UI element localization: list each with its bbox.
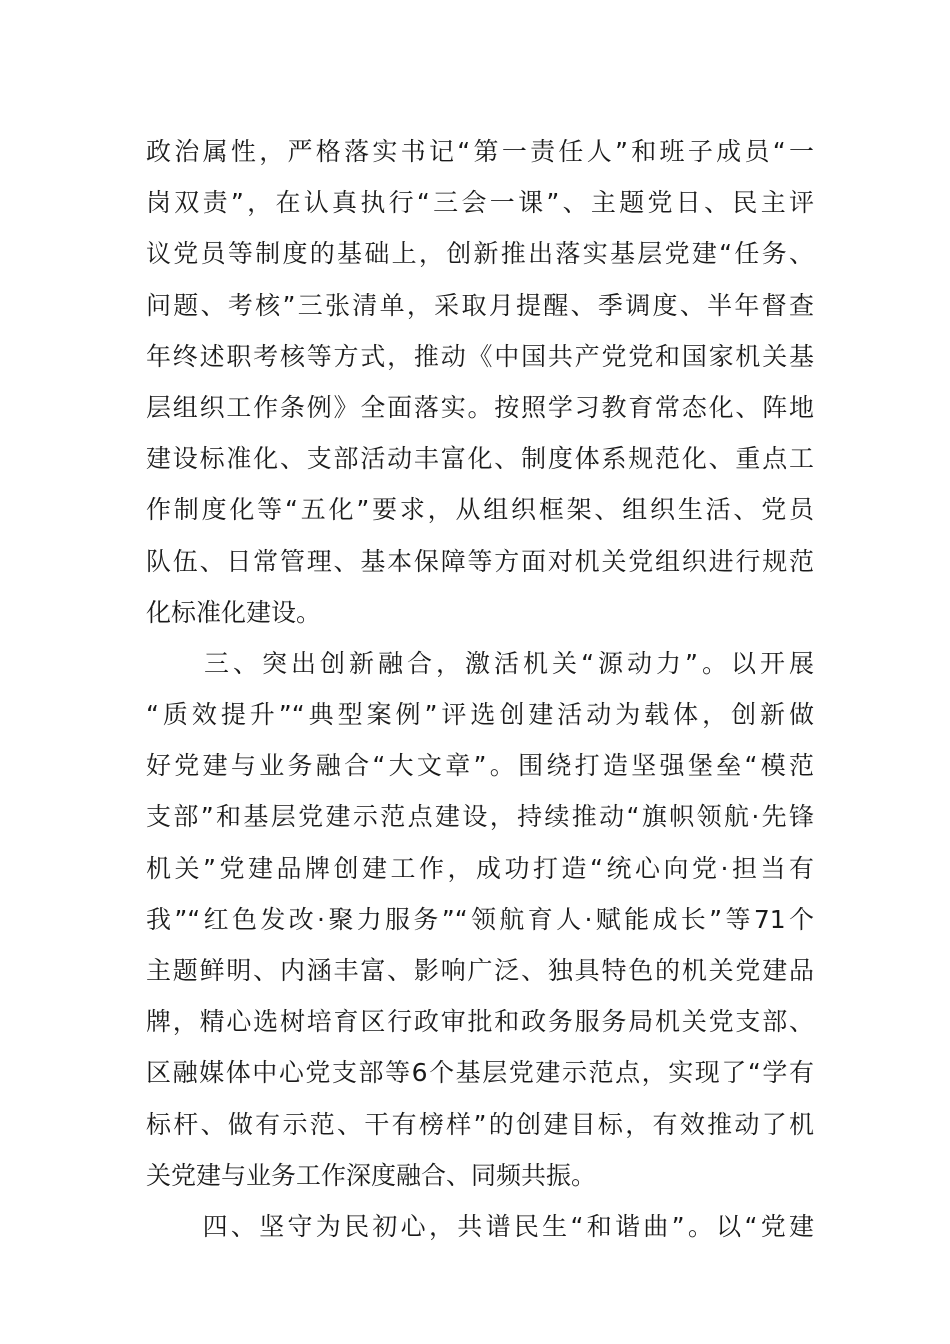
text-line: 队伍、日常管理、基本保障等方面对机关党组织进行规范 [146, 546, 814, 576]
text-line: 建设标准化、支部活动丰富化、制度体系规范化、重点工 [146, 444, 814, 474]
text-line: 年终述职考核等方式，推动《中国共产党党和国家机关基 [146, 341, 814, 371]
text-line: 牌，精心选树培育区行政审批和政务服务局机关党支部、 [146, 1007, 814, 1037]
text-line: “质效提升”“典型案例”评选创建活动为载体，创新做 [146, 700, 814, 730]
text-line: 岗双责”，在认真执行“三会一课”、主题党日、民主评 [146, 188, 814, 218]
text-line: 作制度化等“五化”要求，从组织框架、组织生活、党员 [146, 495, 814, 525]
section-heading-line: 四、坚守为民初心，共谱民生“和谐曲”。以“党建 [146, 1211, 814, 1241]
text-line: 化标准化建设。 [146, 597, 322, 627]
text-line: 支部”和基层党建示范点建设，持续推动“旗帜领航·先锋 [146, 802, 814, 832]
text-line: 机关”党建品牌创建工作，成功打造“统心向党·担当有 [146, 853, 814, 883]
text-line: 层组织工作条例》全面落实。按照学习教育常态化、阵地 [146, 392, 814, 422]
text-line: 标杆、做有示范、干有榜样”的创建目标，有效推动了机 [146, 1109, 814, 1139]
body-text [146, 126, 814, 1252]
text-line: 主题鲜明、内涵丰富、影响广泛、独具特色的机关党建品 [146, 956, 814, 985]
text-line: 我”“红色发改·聚力服务”“领航育人·赋能成长”等71个 [146, 904, 814, 934]
text-line: 关党建与业务工作深度融合、同频共振。 [146, 1160, 597, 1190]
text-line: 好党建与业务融合“大文章”。围绕打造坚强堡垒“模范 [146, 751, 814, 781]
text-line: 议党员等制度的基础上，创新推出落实基层党建“任务、 [146, 239, 814, 269]
text-line: 问题、考核”三张清单，采取月提醒、季调度、半年督查 [146, 290, 814, 320]
section-heading-line: 三、突出创新融合，激活机关“源动力”。以开展 [146, 648, 814, 678]
text-line: 政治属性，严格落实书记“第一责任人”和班子成员“一 [146, 137, 814, 166]
text-line: 区融媒体中心党支部等6个基层党建示范点，实现了“学有 [146, 1058, 814, 1088]
